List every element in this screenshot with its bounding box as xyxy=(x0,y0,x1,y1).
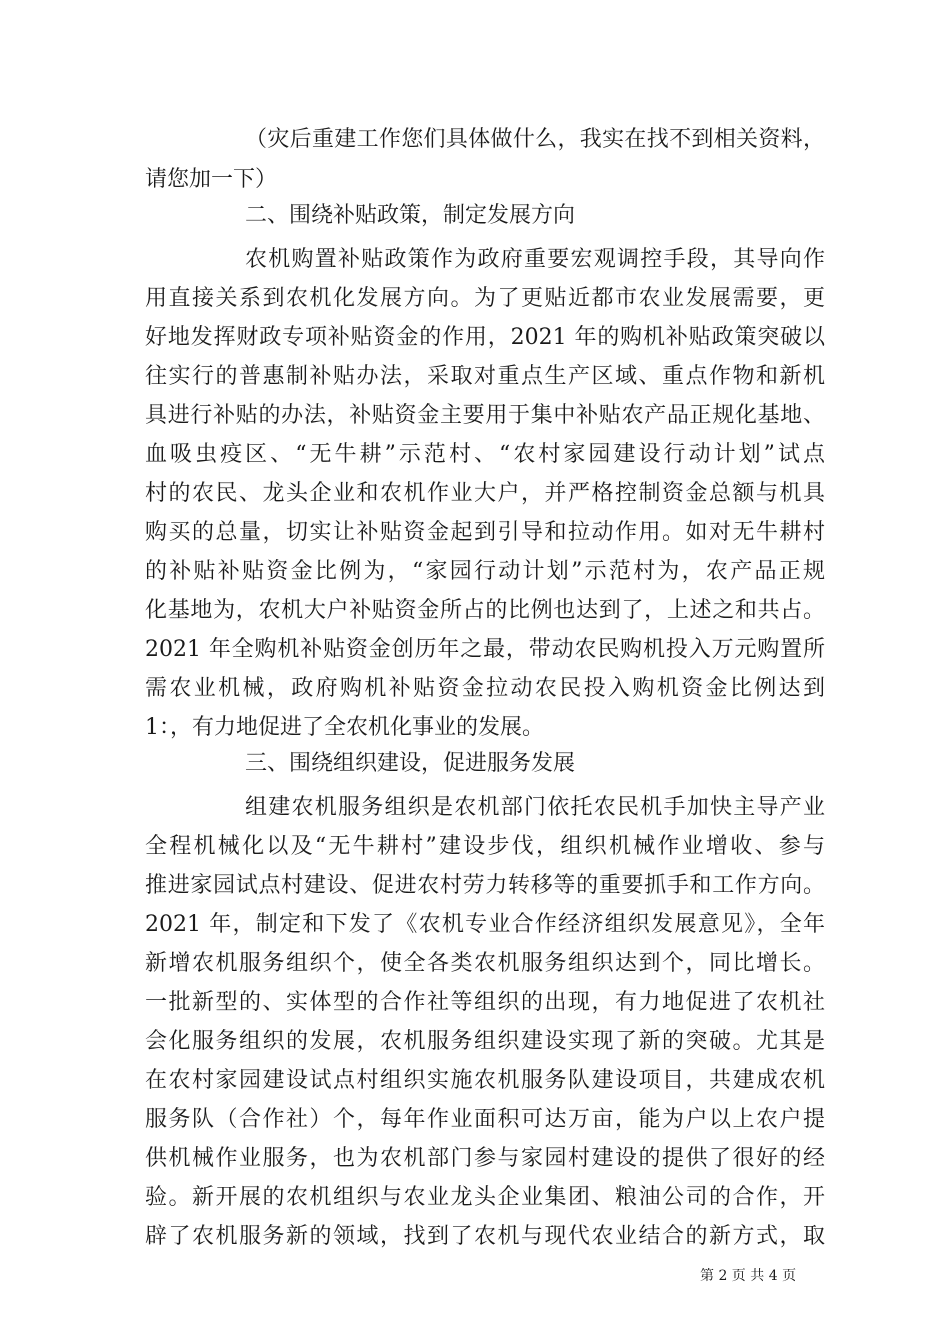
paragraph-line: 请您加一下） xyxy=(145,167,278,192)
page-number: 第 2 页 共 4 页 xyxy=(700,1268,797,1284)
paragraph-line: 具进行补贴的办法，补贴资金主要用于集中补贴农产品正规化基地、 xyxy=(145,403,825,428)
paragraph-line: 服务队（合作社）个，每年作业面积可达万亩，能为户以上农户提 xyxy=(145,1107,825,1132)
paragraph-line: 好地发挥财政专项补贴资金的作用，2021 年的购机补贴政策突破以 xyxy=(145,325,825,350)
paragraph-line: 的补贴补贴资金比例为，“家园行动计划”示范村为，农产品正规 xyxy=(145,559,825,584)
paragraph-line: 全程机械化以及“无牛耕村”建设步伐，组织机械作业增收、参与 xyxy=(145,834,825,859)
paragraph-line: 农机购置补贴政策作为政府重要宏观调控手段，其导向作 xyxy=(245,247,825,272)
paragraph-line: 组建农机服务组织是农机部门依托农民机手加快主导产业 xyxy=(245,795,825,820)
paragraph-line: 需农业机械，政府购机补贴资金拉动农民投入购机资金比例达到 xyxy=(145,676,825,701)
paragraph-line: 往实行的普惠制补贴办法，采取对重点生产区域、重点作物和新机 xyxy=(145,364,825,389)
paragraph-line: 验。新开展的农机组织与农业龙头企业集团、粮油公司的合作，开 xyxy=(145,1185,825,1210)
paragraph-line: 村的农民、龙头企业和农机作业大户，并严格控制资金总额与机具 xyxy=(145,481,825,506)
section-heading: 二、围绕补贴政策，制定发展方向 xyxy=(245,203,576,228)
paragraph-line: 血吸虫疫区、“无牛耕”示范村、“农村家园建设行动计划”试点 xyxy=(145,442,825,467)
paragraph-line: 1：，有力地促进了全农机化事业的发展。 xyxy=(145,715,544,740)
paragraph-line: 购买的总量，切实让补贴资金起到引导和拉动作用。如对无牛耕村 xyxy=(145,520,825,545)
paragraph-line: 用直接关系到农机化发展方向。为了更贴近都市农业发展需要，更 xyxy=(145,286,825,311)
paragraph-line: 辟了农机服务新的领域，找到了农机与现代农业结合的新方式，取 xyxy=(145,1224,825,1249)
paragraph-line: 会化服务组织的发展，农机服务组织建设实现了新的突破。尤其是 xyxy=(145,1029,825,1054)
section-heading: 三、围绕组织建设，促进服务发展 xyxy=(245,751,576,776)
paragraph-line: 2021 年全购机补贴资金创历年之最，带动农民购机投入万元购置所 xyxy=(145,637,825,662)
paragraph-line: 新增农机服务组织个，使全各类农机服务组织达到个，同比增长。 xyxy=(145,951,825,976)
paragraph-line: 2021 年，制定和下发了《农机专业合作经济组织发展意见》，全年 xyxy=(145,912,825,937)
paragraph-line: 推进家园试点村建设、促进农村劳力转移等的重要抓手和工作方向。 xyxy=(145,873,825,898)
paragraph-line: 化基地为，农机大户补贴资金所占的比例也达到了，上述之和共占。 xyxy=(145,598,825,623)
paragraph-line: 一批新型的、实体型的合作社等组织的出现，有力地促进了农机社 xyxy=(145,990,825,1015)
paragraph-line: （灾后重建工作您们具体做什么，我实在找不到相关资料， xyxy=(245,127,825,152)
paragraph-line: 在农村家园建设试点村组织实施农机服务队建设项目，共建成农机 xyxy=(145,1068,825,1093)
paragraph-line: 供机械作业服务，也为农机部门参与家园村建设的提供了很好的经 xyxy=(145,1146,825,1171)
